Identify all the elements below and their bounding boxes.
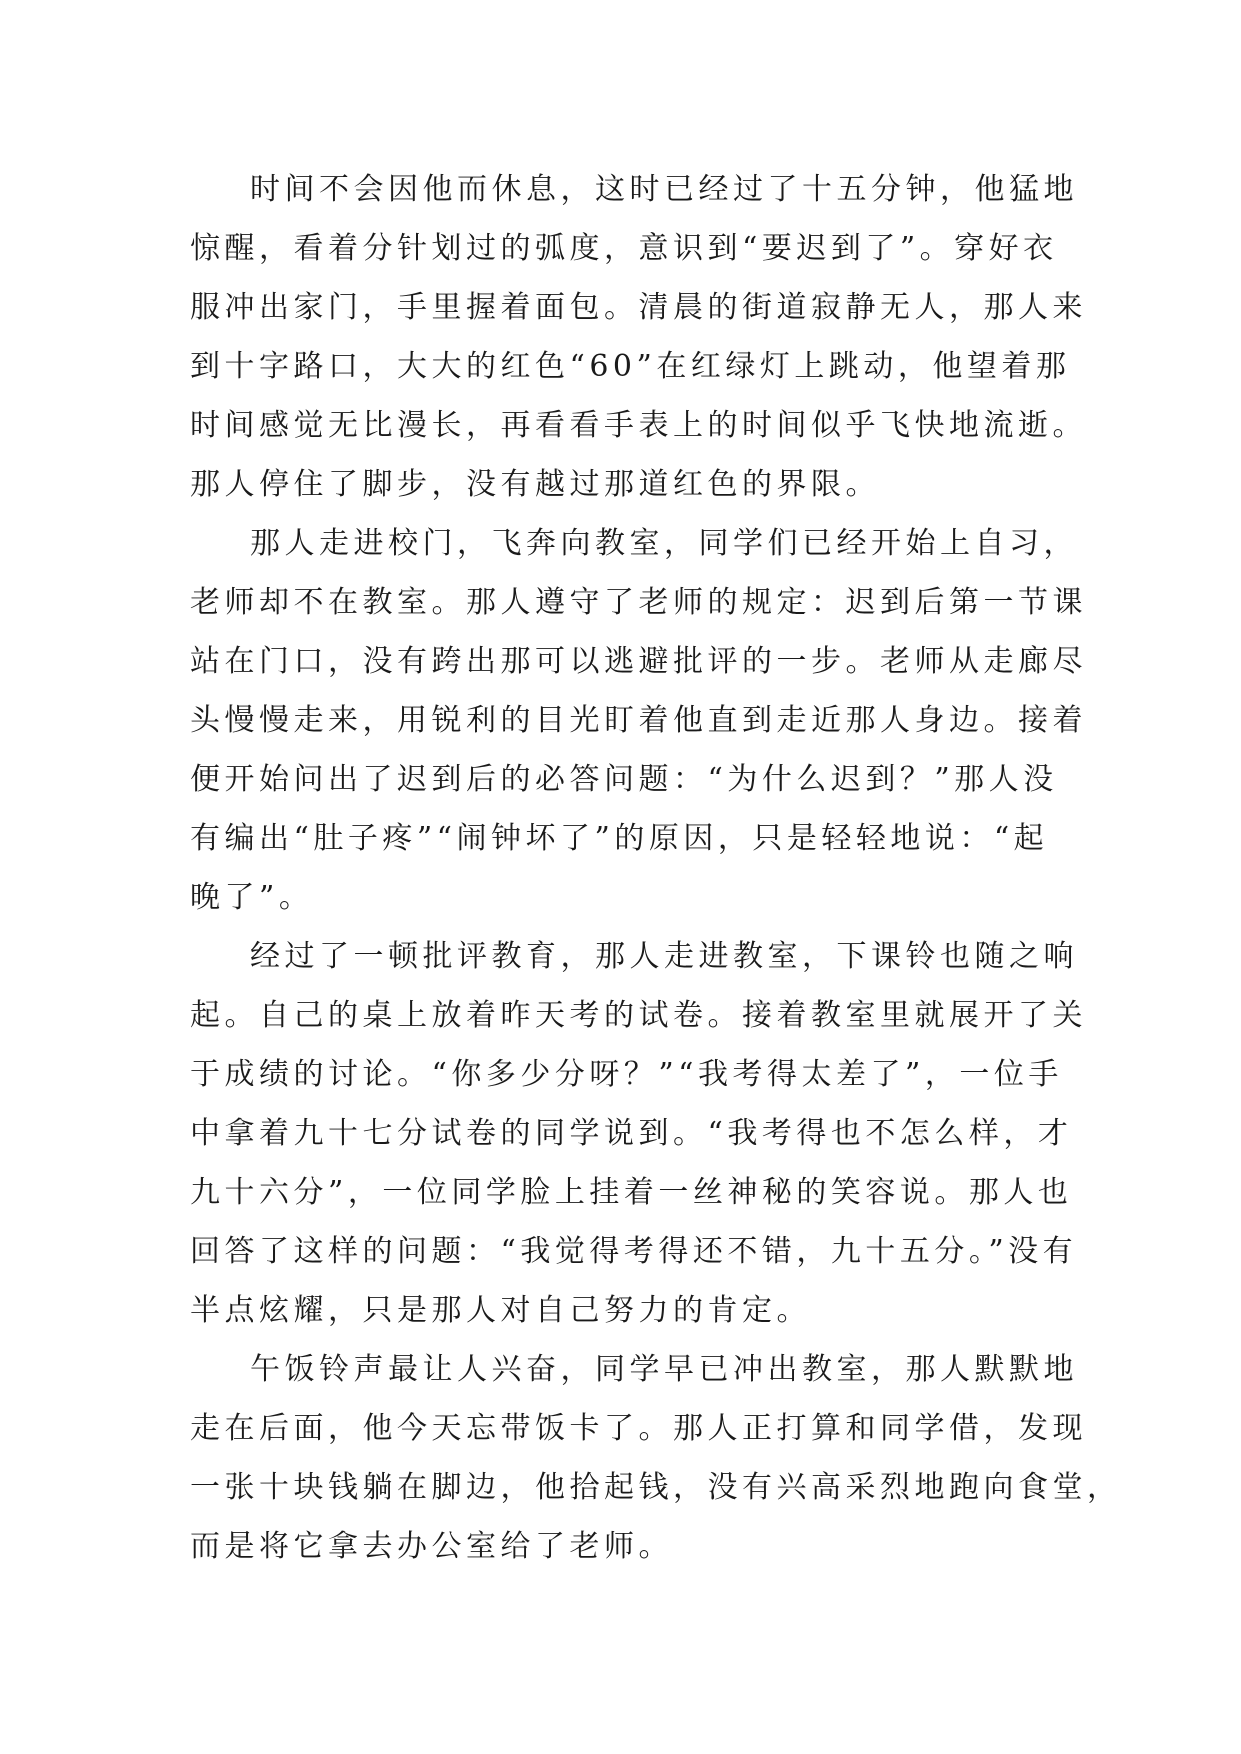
paragraph-1 xyxy=(190,160,1087,514)
text-line: 午饭铃声最让人兴奋，同学早已冲出教室，那人默默地 xyxy=(250,1352,1078,1387)
text-line: 时间感觉无比漫长，再看看手表上的时间似乎飞快地流逝。 xyxy=(190,408,1087,443)
text-line: 经过了一顿批评教育，那人走进教室，下课铃也随之响 xyxy=(250,939,1078,974)
text-line: 站在门口，没有跨出那可以逃避批评的一步。老师从走廊尽 xyxy=(190,644,1087,679)
text-line: 便开始问出了迟到后的必答问题：“为什么迟到？”那人没 xyxy=(190,762,1058,797)
text-line: 走在后面，他今天忘带饭卡了。那人正打算和同学借，发现 xyxy=(190,1411,1087,1446)
text-line: 有编出“肚子疼”“闹钟坏了”的原因，只是轻轻地说：“起 xyxy=(190,821,1049,856)
text-line: 老师却不在教室。那人遵守了老师的规定：迟到后第一节课 xyxy=(190,585,1087,620)
paragraph-2 xyxy=(190,514,1087,927)
text-line: 而是将它拿去办公室给了老师。 xyxy=(190,1529,673,1564)
paragraph-4 xyxy=(190,1340,1122,1576)
text-line: 回答了这样的问题：“我觉得考得还不错，九十五分。”没有 xyxy=(190,1234,1078,1269)
text-line: 起。自己的桌上放着昨天考的试卷。接着教室里就展开了关 xyxy=(190,998,1087,1033)
text-line: 那人走进校门，飞奔向教室，同学们已经开始上自习， xyxy=(250,526,1078,561)
text-line: 头慢慢走来，用锐利的目光盯着他直到走近那人身边。接着 xyxy=(190,703,1087,738)
text-line: 一张十块钱躺在脚边，他拾起钱，没有兴高采烈地跑向食堂， xyxy=(190,1470,1122,1505)
document-body xyxy=(190,160,1122,1576)
text-line: 中拿着九十七分试卷的同学说到。“我考得也不怎么样，才 xyxy=(190,1116,1073,1151)
text-line: 时间不会因他而休息，这时已经过了十五分钟，他猛地 xyxy=(250,172,1078,207)
text-line: 惊醒，看着分针划过的弧度，意识到“要迟到了”。穿好衣 xyxy=(190,231,1058,266)
text-line: 于成绩的讨论。“你多少分呀？”“我考得太差了”，一位手 xyxy=(190,1057,1063,1092)
paragraph-3 xyxy=(190,927,1087,1340)
text-line: 到十字路口，大大的红色“60”在红绿灯上跳动，他望着那 xyxy=(190,349,1071,384)
text-line: 半点炫耀，只是那人对自己努力的肯定。 xyxy=(190,1293,811,1328)
text-line: 九十六分”，一位同学脸上挂着一丝神秘的笑容说。那人也 xyxy=(190,1175,1073,1210)
text-line: 那人停住了脚步，没有越过那道红色的界限。 xyxy=(190,467,880,502)
text-line: 服冲出家门，手里握着面包。清晨的街道寂静无人，那人来 xyxy=(190,290,1087,325)
text-line: 晚了”。 xyxy=(190,880,314,915)
